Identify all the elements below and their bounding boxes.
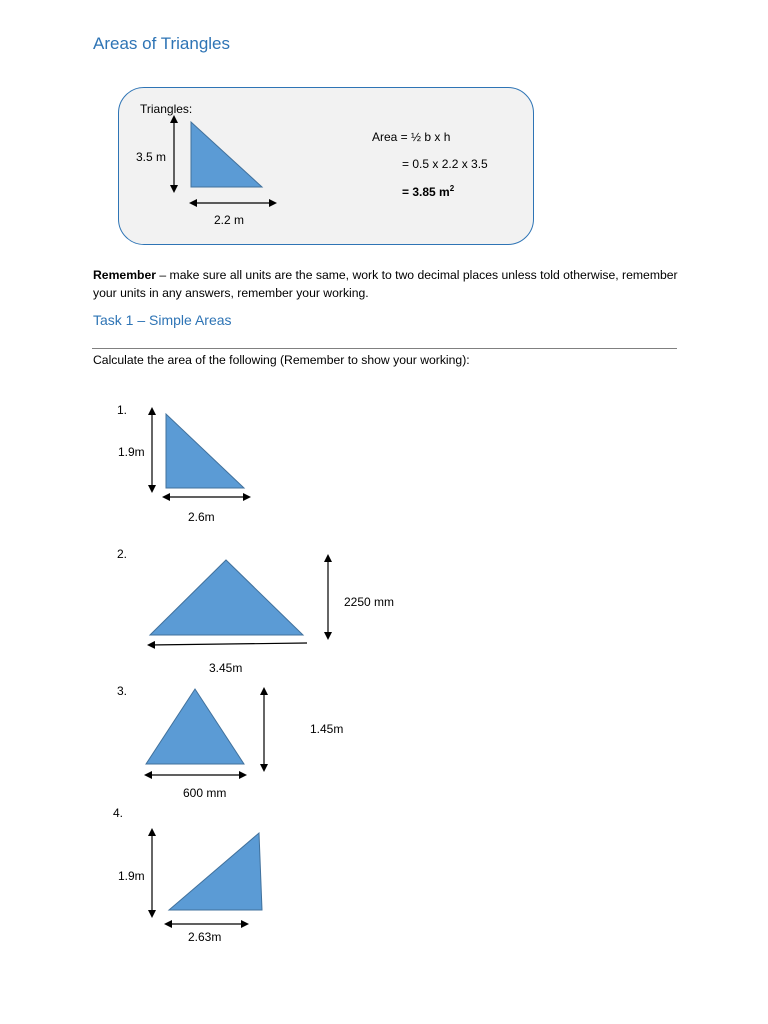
- question-3-height-label: 1.45m: [310, 722, 344, 736]
- example-triangle: [191, 122, 262, 187]
- question-1-triangle: [166, 414, 244, 488]
- question-1-height-label: 1.9m: [118, 445, 145, 459]
- question-2-number: 2.: [117, 547, 128, 561]
- question-4-base-label: 2.63m: [188, 930, 222, 944]
- example-base-label: 2.2 m: [214, 213, 245, 227]
- remember-text: – make sure all units are the same, work to two decimal places unless told otherwise, remember your units in any answers, remember your working.: [93, 268, 678, 300]
- task-instruction: Calculate the area of the following (Remember to show your working):: [93, 353, 470, 367]
- page-title: Areas of Triangles: [93, 34, 231, 53]
- question-3-base-label: 600 mm: [183, 786, 227, 800]
- question-2-height-label: 2250 mm: [344, 595, 395, 609]
- example-heading: Triangles:: [140, 102, 193, 116]
- question-4-triangle: [169, 833, 262, 910]
- formula-line-1: Area = ½ b x h: [372, 130, 451, 144]
- question-2-base-arrow: [149, 643, 307, 645]
- formula-line-2: = 0.5 x 2.2 x 3.5: [402, 157, 488, 171]
- question-2-triangle: [150, 560, 303, 635]
- question-1-number: 1.: [117, 403, 128, 417]
- question-4-number: 4.: [113, 806, 124, 820]
- example-height-label: 3.5 m: [136, 150, 167, 164]
- question-3-triangle: [146, 689, 244, 764]
- remember-bold: Remember: [93, 268, 156, 282]
- task-heading: Task 1 – Simple Areas: [93, 312, 232, 328]
- question-3-number: 3.: [117, 684, 128, 698]
- question-1-base-label: 2.6m: [188, 510, 215, 524]
- question-2-base-label: 3.45m: [209, 661, 243, 675]
- formula-result-value: = 3.85 m: [402, 185, 450, 199]
- formula-result-exponent: 2: [449, 184, 455, 193]
- question-4-height-label: 1.9m: [118, 869, 145, 883]
